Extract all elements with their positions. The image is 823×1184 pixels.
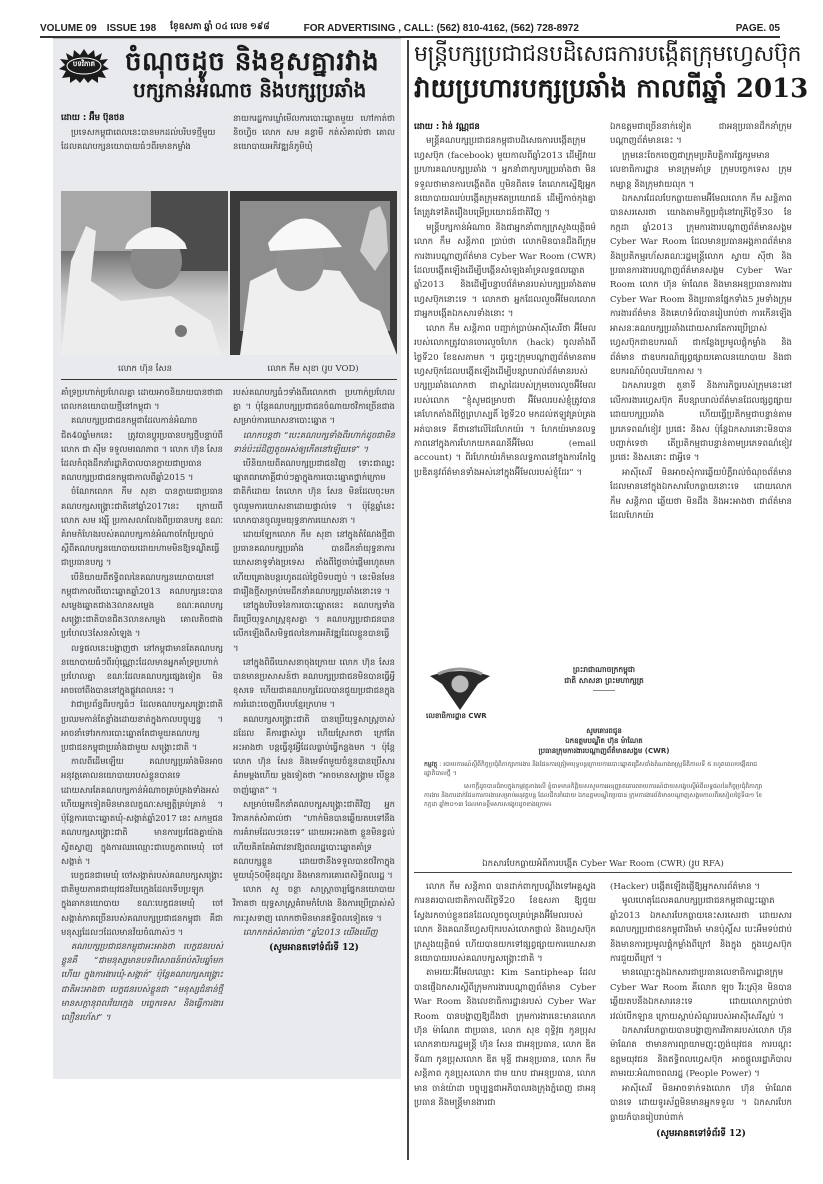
right-col2	[610, 120, 792, 523]
left-body	[61, 385, 395, 1024]
subject-text: : របាយការណ៍ស្តីពីកិច្ចប្រជុំពិភាក្សាការងារ និងផែនការត្រៀមយុទ្ធបន្តក្រោយការបោះឆ្នោតជ្រើសតាំងតំណាងរាស្ត្រនីតិកាលទី ៥ រហូតពេលបង្កើតរាជរដ្ឋាភិបាលថ្មី ។	[424, 761, 758, 777]
left-body-col1	[61, 385, 223, 1024]
paragraph: គណបក្សប្រជាជនកម្ពុជាអះអាងថា បេក្ខជនរបស់ខ្លួនគឺ “ជាមនុស្សមានបទពិសោធន៍រាប់សិបឆ្នាំមកហើយ ក្នុងការងារឃុំ-សង្កាត់” ប៉ុន្តែគណបក្សសង្គ្រោះជាតិអះអាងថា បេក្ខជនរបស់ខ្លួនជា “មនុស្សជំនាន់ថ្មី មានសក្តានុពលវ័យក្មេង បច្ចេកទេស និងធ្វើការងារលឿនរហ័ស” ។	[61, 940, 223, 1022]
page-number: PAGE. 05	[735, 23, 780, 34]
photo-hun-sen	[61, 191, 228, 355]
portrait-image-icon	[61, 191, 228, 355]
recipient-line1: សូមគោរពជូន	[586, 727, 622, 735]
document-caption: ឯកសារបែកធ្លាយអំពីការបង្កើត Cyber War Room (CWR) (រូប RFA)	[414, 856, 792, 873]
header-rule	[593, 690, 615, 691]
caption-kem-sokha: លោក កឹម សុខា (រូប VOD)	[267, 364, 359, 374]
paragraph: នៅក្នុងពិធីឃោសនាចុងក្រោយ លោក ហ៊ុន សែន បានមានប្រសាសន៍ថា គណបក្សប្រជាជនមិនបានធ្វើអ្វីខុសទេ ហើយជាគណបក្សដែលបានជួយប្រជាជនក្នុងការរំដោះចេញពីរបបខ្មែរក្រហម ។	[233, 656, 395, 710]
photo-kem-sokha	[230, 191, 397, 355]
right-body-top	[414, 120, 792, 523]
left-headline-line2: បក្សកាន់អំណាច និងបក្សប្រឆាំង	[133, 78, 367, 102]
right-col1	[414, 120, 596, 523]
paragraph: វាជាប្រព័ន្ធពីរបក្សធំៗ ដែលគណបក្សសង្គ្រោះជាតិ ប្រឈមកាន់តែខ្លាំងដោយខាត់ក្នុងកាលបច្ចុប្បន្ន ។ អាចនាំទៅរកការបោះឆ្នោតតែជាមួយគណបក្សប្រជាជនកម្ពុជាប្រឆាំងជាមួយ សង្គ្រោះជាតិ ។	[61, 699, 223, 753]
cwr-logo-icon	[428, 666, 492, 710]
right-headline-line2: វាយប្រហារបក្សប្រឆាំង កាលពីឆ្នាំ 2013	[414, 74, 809, 104]
volume-label: VOLUME 09	[40, 23, 97, 34]
paragraph: ឯកសារដែលបែកធ្លាយតាមអ៊ីមែលលោក កឹម សន្តិភាព បានសរសេរថា យោងតាមកិច្ចប្រជុំនៅរាត្រីថ្ងៃទី30 ខែកក្កដា ឆ្នាំ2013 ក្រុមការងារបណ្តាញព័ត៌មានសង្គម Cyber War Room ដែលមានប្រធានអង្គភាពព័ត៌មាន និងប្រតិកម្មរហ័សគណៈរដ្ឋមន្ត្រីលោក ស្វាយ ស៊ីថា និងប្រធានការងារបណ្តាញព័ត៌មានសង្គម Cyber War Room លោក ហ៊ុន ម៉ាណែត និងមានអនុប្រធានការងារ Cyber War Room និងប្រធានផ្នែកទាំង5 រួមទាំងក្រុមការងារព័ត៌មាន និងគេហទំព័របានរៀបរាប់ថា ការកើនឡើងអាសនៈគណបក្សប្រឆាំងដោយសារតែការប្រើប្រាស់ហ្វេសប៊ុកជាឧបករណ៍ ជាកន្លែងប្រមូលផ្តុំកម្លាំង និងព័ត៌មាន ជាឧបករណ៍ផ្សព្វផ្សាយគោលនយោបាយ និងជាឧបករណ៍បំពុលបរិយាកាស ។	[610, 194, 792, 377]
document-office: លេខាធិការដ្ឋាន CWR	[426, 712, 487, 720]
document-header	[514, 664, 694, 691]
left-body-col2	[233, 385, 395, 1024]
paragraph: លោកបន្តថា “បេះគណបក្សទាំងពីរហាក់ដូចជាមិនទាន់ប៉ះរ៉េដិញតូចអស់ឲ្យកើតនៅឡើយទេ” ។	[233, 429, 395, 454]
paragraph: របស់គណបក្សធំៗទាំងពីរលោកថា ប្រហាក់ប្រហែលគ្នា ។ ប៉ុន្តែគណបក្សប្រជាជនចំណាយថវិកាច្រើនជាងសម្រាប់ការឃោសនាបោះឆ្នោត ។	[233, 387, 395, 426]
continued-link[interactable]: (សូមអានតទៅទំព័រទី 12)	[656, 1128, 746, 1139]
left-intro	[61, 111, 395, 154]
left-article	[53, 38, 401, 1079]
left-intro-col2: នាយករដ្ឋការឃ្លាំមើលការបោះឆ្នោតមួយ ហៅកាត់ថា និចហ្វិច លោក សម គន្ធាមី កត់សំគាល់ថា គោលនយោបាយអភិវឌ្ឍន៍ភូមិឃុំ	[233, 113, 395, 152]
paragraph: អាស៊ីសេរី មិនអាចសុំការឆ្លើយបំភ្លឺរាល់ចំណុចព័ត៌មានដែលមាននៅក្នុងឯកសារបែកធ្លាយនោះទេ ដោយលោក កឹម សន្តិភាព ឆ្លើយថា មិនដឹង និងអះអាងថា ជាព័ត៌មានដែលហែកយ៉រ	[610, 467, 792, 521]
paragraph: មន្ត្រីគណបក្សប្រជាជនកម្ពុជាបដិសេធការបង្កើតក្រុមហ្វេសប៊ុក (facebook) មួយកាលពីឆ្នាំ2013 ដើម្បីវាយប្រហារគណបក្សប្រឆាំង ។ អ្នកនាំពាក្យបក្សប្រឆាំងថា មិនទទួលថាមានការបង្កើតពិត ឬមិនពិតទេ តែលោកស្នើឱ្យអ្នកនយោបាយឈប់បង្កើតក្រុមឥតប្រយោជន៍ ដើម្បីកាច់កុងគ្នា តែត្រូវទៅគិតរឿងបម្រើប្រយោជន៍ជាតិវិញ ។	[414, 136, 596, 219]
document-body: សេចក្តីដូចបានជំរាបក្នុងកម្មវត្ថុខាងលើ ខ្ញុំបាទមានកិត្តិយសសូមការអនុញ្ញាតគោរពរាយការណ៍ជាយសង្ខេបស្តីអំពីលទ្ធផលនៃកិច្ចប្រជុំពិភាក្សាការងារ និងការដាក់ផែនការការងារសម្រាប់អនុវត្តបន្ត ដែលដឹកនាំដោយ ឯកឧត្តមបណ្ឌិតប្រធាន ក្រុមការងារព័ត៌មានបណ្តាញសង្គមកាលពីរសៀលថ្ងៃទី៣១ ខែកក្កដា ឆ្នាំ២០១៣ ដែលមានខ្លឹមសារសង្ខេបដូចខាងក្រោម៖	[424, 783, 763, 808]
right-body-bottom	[414, 880, 792, 1141]
paragraph: លោក កឹម សន្តិភាព បានដាក់ពាក្យបណ្តឹងទៅអគ្គស្នងការនគរបាលជាតិកាលពីថ្ងៃទី20 ខែឧសភា ឱ្យជួយស្វែងរកចាប់ខ្លួនជនដែលលួចចូលគ្រប់គ្រងអ៊ីមែលរបស់លោក និងគណនីហ្វេសប៊ុករបស់លោកផ្ទាល់ និងហ្វេសប៊ុកក្រសួងយុត្តិធម៌ ហើយបានយកទៅផ្សព្វផ្សាយការឃោសនានយោបាយរបស់គណបក្សសង្គ្រោះជាតិ ។	[414, 882, 596, 965]
issue-label: ISSUE 198	[106, 23, 157, 34]
paragraph: លោក សួ ចន្ថា សាស្ត្រាចារ្យផ្នែកនយោបាយ វិភាគថា យុទ្ធសាស្ត្រគំរាមកំហែង និងការប្រើប្រាស់សំការៈរូសទាញ លោកថាមិនមានឥទ្ធិពលទៀតទេ ។	[233, 884, 395, 923]
left-article-header	[53, 39, 401, 109]
paragraph: គណបក្សប្រជាជនកម្ពុជាដែលកាន់អំណាចជិត40ឆ្នាំមកនេះ ត្រូវបានប្តូរប្រធានបក្សថ្មីបន្ទាប់ពីលោក ជា ស៊ីម ទទួលមរណភាព ។ លោក ហ៊ុន សែន ដែលកំពុងដឹកនាំរដ្ឋាភិបាលបានក្លាយជាប្រធានគណបក្សប្រជាជនកម្ពុជាកាលពីឆ្នាំ2015 ។	[61, 415, 223, 483]
paragraph: បើនិយាយពីគណបក្សប្រជាជនវិញ ទោះជាឈ្នះឆ្នោតពរាភោគ្គីជាប់ៗគ្នាក្នុងការបោះឆ្នោតថ្នាក់ក្រោមជាតិក៏ដោយ តែលោក ហ៊ុន សែន មិនដែលចុះមកចូលរួមការឃោសនាដោយផ្ទាល់ទេ ។ ប៉ុន្តែឆ្នាំនេះលោកបានចូលរួមយុទ្ធនាការឃោសនា ។	[233, 458, 395, 525]
right-headline-line1: មន្ត្រីបក្សប្រជាជនបដិសេធការបង្កើតក្រុមហ្វេសប៊ុក	[414, 42, 802, 67]
paragraph: តាមរយៈអ៊ីមែលឈ្មោះ Kim Santipheap ដែលបានផ្ញើឯកសារស្តីពីក្រុមការងារបណ្តាញព័ត៌មាន Cyber War Room និងលេខាធិការដ្ឋានរបស់ Cyber War Room បានបង្ហាញឱ្យដឹងថា ក្រុមការងារនេះមានលោក ហ៊ុន ម៉ាណែត ជាប្រធាន, លោក សុខ ពុទ្ធិវុធ កូនប្រុសលោកនាយករដ្ឋមន្ត្រី ហ៊ុន សែន ជាអនុប្រធាន, លោក ឌិត ទីណា កូនប្រុសលោក ឌិត មុន្ទី ជាអនុប្រធាន, លោក កឹម សន្តិភាព កូនប្រុសលោក ជាម យាប ជាអនុប្រធាន, លោក មាន ចាន់យ៉ាដា បច្ចុប្បន្នជាអភិបាលរងក្រុងភ្នំពេញ ជាអនុប្រធាន និងមន្ត្រីមានងារជា	[414, 968, 596, 1109]
left-intro-col1: ប្រទេសកម្ពុជាពេលនេះបានមកដល់បរិបទថ្មីមួយដែលគណបក្សនយោបាយធំៗពីរមានកម្លាំង	[61, 127, 216, 152]
photo-row	[61, 191, 397, 355]
paragraph: លោកកត់សំគាល់ថា “ឆ្នាំ2013 យើងឃើញ	[243, 926, 378, 937]
kingdom-line: ព្រះរាជាណាចក្រកម្ពុជា	[572, 665, 636, 674]
paragraph: នៅក្នុងបរិបទនៃការបោះឆ្នោតនេះ គណបក្សទាំងពីរប្រើយុទ្ធសាស្ត្រខុសគ្នា ។ គណបក្សប្រជាជនបានលើកឡើងពីសមិទ្ធផលនៃការអភិវឌ្ឍដែលខ្លួនបានធ្វើ ។	[233, 600, 395, 653]
paragraph: សម្រាប់មេដឹកនាំគណបក្សសង្គ្រោះជាតិវិញ អ្នកវិភាគកត់សំគាល់ថា “ហាក់មិនបានឆ្លើយតបទៅនឹងការគំរាមដែលៗនេះទេ” ដោយអះអាងថា ខ្លួនមិនខ្វល់ ហើយគិតតែអំពាវនាវឱ្យពលរដ្ឋបោះឆ្នោតគាំទ្រគណបក្សខ្លួន ដោយថានឹងទទួលបានថវិកាក្នុងមួយឃុំ50ម៉ឺនដុល្លារ និងមានការគោរពសិទ្ធិពលរដ្ឋ ។	[233, 798, 395, 880]
paragraph: មានឈ្មោះក្នុងឯកសារជាប្រធានលេខាធិការដ្ឋានក្រុម Cyber War Room គឺលោក ឡុច វីរៈស្រ៊ុន មិនបានឆ្លើយតបនឹងឯកសារនេះទេ ដោយលោកប្រាប់ថារវល់បើកឡាន ក្រោយស្តាប់សំណួររបស់អាស៊ីសេរីស្ងប់ ។	[610, 968, 792, 1022]
masthead	[40, 20, 780, 38]
leaked-document-image	[414, 658, 792, 854]
paragraph: លោក កឹម សន្តិភាព បញ្ជាក់ប្រាប់អាស៊ីសេរីថា អ៊ីមែលរបស់លោកត្រូវបានចោរលួចហែក (hack) ចូលតាំងពីថ្ងៃទី20 ខែឧសភាមក ។ ដូច្នេះក្រុមបណ្តាញព័ត៌មានតាមហ្វេសប៊ុកដែលបង្កើតឡើងដើម្បីបន្សាបរាល់ព័ត៌មានរបស់បក្សប្រឆាំងលោកថា ជាស្នាដៃរបស់ក្រុមចោរលួចអ៊ីមែលរបស់លោក “ខ្ញុំសូមជម្រាបថា អ៊ីមែលរបស់ខ្ញុំត្រូវបានគេហែកតាំងពីថ្ងៃព្រហស្បតិ៍ ថ្ងៃទី20 មកដល់ឥឡូវគ្រប់គ្រងអត់បានទេ គឺថានៅលើដៃហែកយ៉រ ។ ហែកយ៉រមានលទ្ធភាពនៅក្នុងការហែកយកគណនីអ៊ីមែល (email account) ។ ពីរហែកយ៉រក៏មានលទ្ធភាពនៅក្នុងការកែច្នៃប្រឌិតនូវព័ត៌មានទាំងអស់នៅក្នុងអ៊ីមែលរបស់ខ្ញុំដែរ” ។	[414, 323, 596, 478]
subject-label: កម្មវត្ថុ	[424, 761, 438, 768]
paragraph: លទ្ធផលនេះបង្ហាញថា នៅកម្ពុជាមានតែគណបក្សនយោបាយធំៗពីរប៉ុណ្ណោះដែលមានអ្នកគាំទ្រប្រហាក់ប្រហែលគ្នា ខណៈដែលគណបក្សផ្សេងទៀត មិនអាចចៅពីងបាននៅក្នុងផ្លូវពេលនេះ ។	[61, 642, 223, 696]
paragraph: បើនិយាយពីឥទ្ធិពលនៃគណបក្សនយោបាយនៅកម្ពុជាកាលពីបោះឆ្នោតឆ្នាំ2013 គណបក្សនេះបានសម្លេងឆ្នោតជាង3លានសម្លេង ខណៈគណបក្សសង្គ្រោះជាតិបានជិត3លានសម្លេង គោលតិចជាងប្រហែល3សែនសំឡេង ។	[61, 571, 223, 639]
paragraph: អាស៊ីសេរី មិនអាចទាក់ទងលោក ហ៊ុន ម៉ាណែត បានទេ ដោយទូរស័ព្ទមិនមានអ្នកទទួល ។ ឯកសារបែកធ្លាយក៏បានរៀបរាប់ពាក់	[610, 1083, 792, 1123]
right-col2-after	[610, 880, 792, 1141]
column-divider	[407, 40, 409, 1160]
caption-hun-sen: លោក ហ៊ុន សែន	[118, 364, 172, 374]
badge-label: បទវិភាគ	[72, 60, 96, 68]
left-headline-line1: ចំណុចដូច និងខុសគ្នារវាង	[125, 47, 380, 77]
recipient-line3: ប្រធានក្រុមការងារបណ្តាញព័ត៌មានសង្គម (CWR)	[538, 747, 670, 755]
paragraph: បេក្ខជនជាមេឃុំ ចៅសង្កាត់របស់គណបក្សសង្គ្រោះជាតិមួយភាគជាយុវជនវ័យក្មេងដែលទើបប្រឡូកក្នុងឆាកនយោបាយ ខណៈបេក្ខជនមេឃុំ ចៅសង្កាត់ភាគច្រើនរបស់គណបក្សប្រជាជនកម្ពុជា គឺជាមនុស្សដែលៗដែលមានវ័យចំណាស់ៗ ។	[61, 869, 223, 937]
issue-date: ខែ្ឧសភា ឆ្នាំ ០៤ លេខ ១៩៨	[170, 21, 270, 31]
paragraph: មន្ត្រីបក្សកាន់អំណាច និងជាអ្នកនាំពាក្យក្រសួងយុត្តិធម៌លោក កឹម សន្តិភាព ប្រាប់ថា លោកមិនបានដឹងពីក្រុមការងារបណ្តាញព័ត៌មាន Cyber War Room (CWR) ដែលបង្កើតឡើងដើម្បីបង្កើនសំឡេងគាំទ្រលទ្ធផលឆ្នោតឆ្នាំ2013 និងដើម្បីបន្ទាបព័ត៌មានរបស់បក្សប្រឆាំងតាមហ្វេសប៊ុកនោះទេ ។ លោកថា អ្នកដែលលួចអ៊ីមែលលោក ជាអ្នកបង្កើតឯកសារទាំងនោះ ។	[414, 222, 596, 320]
analysis-badge	[59, 49, 109, 83]
paragraph: ចំណែកលោក កឹម សុខា បានក្លាយជាប្រធានគណបក្សសង្គ្រោះជាតិនៅឆ្នាំ2017នេះ ក្រោយពីលោក សម រង្ស៊ី ប្រកាសលាលែងពីប្រធានបក្ស ខណៈគំរាមកំហែងរបស់គណបក្សកាន់អំណាចកែប្រែច្បាប់ស្តីពីគណបក្សនយោបាយដោយហាមមិនឱ្យទណ្ឌិតធ្វើជាប្រធានបក្ស ។	[61, 486, 223, 568]
document-recipient	[474, 726, 734, 756]
advertising-contact: FOR ADVERTISING , CALL: (562) 810-4162, (562) 728-8972	[303, 23, 579, 34]
left-byline: ដោយ : អ៊ឹម ប៊ុនថន	[61, 113, 125, 123]
paragraph: ឯកឧត្តមជាច្រើននាក់ទៀត ជាអនុប្រធានដឹកនាំក្រុមបណ្តាញព័ត៌មាននេះ ។	[610, 122, 792, 147]
motto-line: ជាតិ សាសនា ព្រះមហាក្សត្រ	[564, 676, 644, 685]
paragraph: មូលហេតុដែលគណបក្សប្រជាជនកម្ពុជាឈ្នះឆ្នោតឆ្នាំ2013 ឯកសារបែកធ្លាយនេះសរសេរថា ដោយសារគណបក្សប្រជាជនកម្ពុជារឹងមាំ មានប៉ុស្តិ៍ស បេះអឺមទប់ជាប់ និងមានការប្រមូលផ្តុំកម្លាំងពីក្រៅ និងក្នុង ក្នុងហ្វេសប៊ុកការជួយពីក្រៅ ។	[610, 896, 792, 965]
paragraph: កាលពីដើមឡើយ គណបក្សប្រឆាំងមិនអាចអនុវត្តគោលនយោបាយរបស់ខ្លួនបានទេ ដោយសារតែគណបក្សកាន់អំណាចគ្រប់គ្រងទាំងអស់ ហើយអ្នកទៀតមិនមានលក្ខណៈសម្បត្តិគ្រប់គ្រាន់ ។ ប៉ុន្តែការបោះឆ្នោតឃុំ-សង្កាត់ឆ្នាំ2017 នេះ សកម្មជនគណបក្សសង្គ្រោះជាតិ មានការប្រជែងគ្នាយ៉ាងស្វិតស្វាញ ក្នុងការឈរឈ្មោះជាបេក្ខភាពមេឃុំ ចៅសង្កាត់ ។	[61, 756, 223, 866]
document-subject	[424, 760, 764, 778]
photo-captions	[61, 361, 397, 380]
paragraph: ដោយឡែកលោក កឹម សុខា នៅក្នុងតំណែងថ្មីជាប្រធានគណបក្សប្រឆាំង បានដឹកនាំយុទ្ធនាការឃោសនាទូទាំងប្រទេស តាំងពីថ្ងៃចាប់ផ្តើមរហូតមក ហើយគ្រោងបន្តរហូតដល់ថ្ងៃបិទបញ្ចប់ ។ នេះមិនមែនជារឿងថ្មីសម្រាប់មេដឹកនាំគណបក្សប្រឆាំងនោះទេ ។	[233, 529, 395, 596]
right-article	[414, 38, 809, 1168]
paragraph: ឯកសារបែកធ្លាយបានបង្ហាញការវិភាគរបស់លោក ហ៊ុន ម៉ាណែត ថាមានការព្យាយាមញុះញង់យុវជន ការបណ្តុះឧត្តមយុវជន និងឥទ្ធិពលហ្វេសប៊ុក អាចផ្តួលរដ្ឋាភិបាលតាមរយៈអំណាចពលរដ្ឋ (People Power) ។	[610, 1026, 792, 1080]
right-col1-after	[414, 880, 596, 1141]
paragraph: ឯកសារបន្តថា តួនាទី និងភារកិច្ចរបស់ក្រុមនេះនៅលើការងារហ្វេសប៊ុក គឺបន្សាបរាល់ព័ត៌មានដែលផ្សព្វផ្សាយដោយបក្សប្រឆាំង ហើយធ្វើប្រតិកម្មជាបន្ទាន់តាមប្រភេទពណ៌ខៀវ ប្រផេះ និងស ប៉ុន្តែឯកសារនោះមិនបានបញ្ជាក់ទេថា តើប្រតិកម្មជាបន្ទាន់តាមប្រភេទពណ៌ខៀវ ប្រផេះ និងសនោះ ជាអ្វីទេ ។	[610, 381, 792, 464]
continued-link[interactable]: (សូមអានតទៅទំព័រទី 12)	[269, 942, 359, 953]
paragraph: គាំទ្រប្រហាក់ប្រហែលគ្នា ដោយអាចនិយាយបានថាជាពេលកនយោបាយថ្មីនៅកម្ពុជា ។	[61, 387, 223, 412]
right-byline: ដោយ : វ៉ាន់ វណ្ណជន	[414, 122, 480, 132]
recipient-line2: ឯកឧត្តមបណ្ឌិត ហ៊ុន ម៉ាណែត	[565, 737, 643, 745]
paragraph: គណបក្សសង្គ្រោះជាតិ បានប្រើយុទ្ធសាស្ត្រចាស់ដដែល គឺការផ្លាស់ប្តូរ ហើយស្រែកថា ក្រៅតែអះអាងថា បន្តធ្វើនូវអ្វីដែលធ្លាប់ធ្វើកន្លងមក ។ ប៉ុន្តែលោក ហ៊ុន សែន និងមេទ័ពមួយចំនួនបានប្រើសារគំរាមម្តងហើយ ម្តងទៀតថា “អាចមានសង្គ្រាម បើខ្លួនចាញ់ឆ្នោត” ។	[233, 713, 395, 795]
portrait-image-icon	[230, 191, 397, 355]
paragraph: (Hacker) បង្កើតឡើងផ្ញើឱ្យអ្នកសារព័ត៌មាន ។	[610, 882, 760, 892]
paragraph: ក្រុមនេះចែកចេញជាក្រុមប្រតិបត្តិការផ្នែករួមមាន លេខាធិការដ្ឋាន មានក្រុមគាំទ្រ ក្រុមបច្ចេកទេស ក្រុមកម្សាន្ត និងក្រុមវាយលុក ។	[610, 150, 792, 190]
